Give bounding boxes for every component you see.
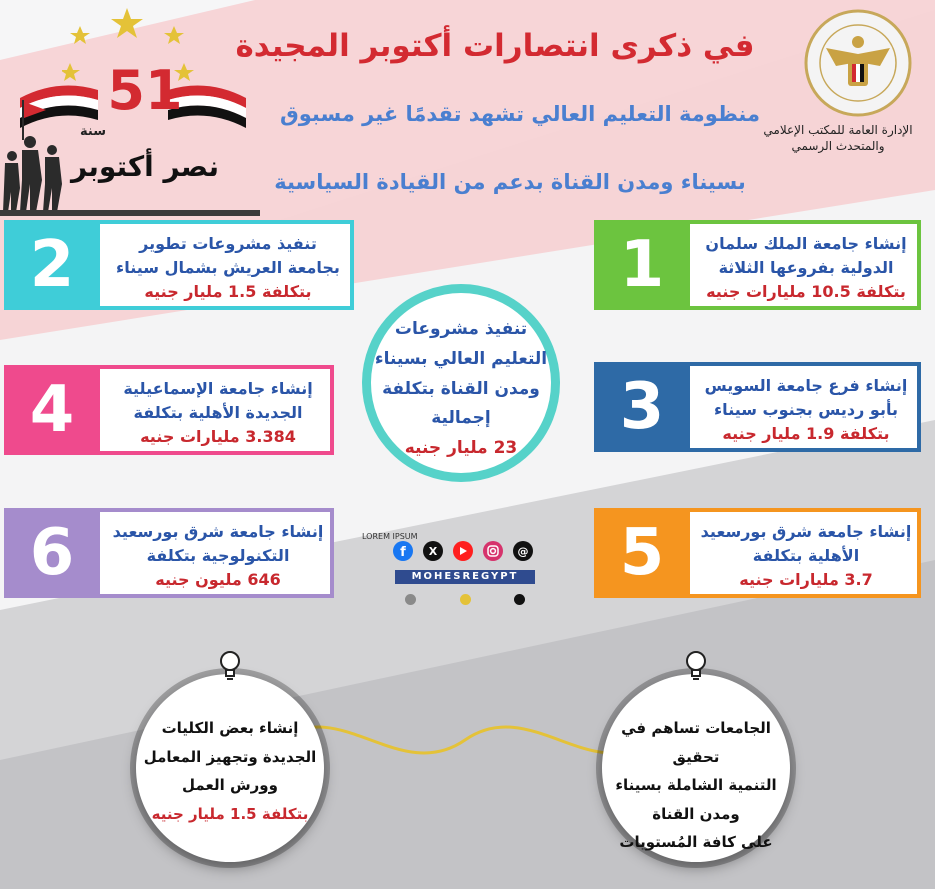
lightbulb-icon (217, 650, 243, 680)
lightbulb-icon (683, 650, 709, 680)
social-icons (392, 540, 542, 562)
department-line-2: والمتحدث الرسمي (791, 139, 885, 154)
project-text-5 (696, 520, 916, 592)
project-number-5: 5 (594, 508, 690, 598)
development-line-2: التنمية الشاملة بسيناء (615, 776, 777, 794)
project-4-line-2: الجديدة الأهلية بتكلفة (133, 403, 303, 422)
connector-wave (280, 700, 650, 780)
project-card-2 (4, 220, 354, 310)
decor-dot-black (514, 594, 525, 605)
svg-text:X: X (428, 545, 438, 558)
project-3-cost: بتكلفة 1.9 مليار جنيه (722, 424, 890, 443)
project-number-6: 6 (4, 508, 100, 598)
project-text-1 (696, 232, 916, 304)
development-line-3: ومدن القناة (652, 804, 740, 823)
decor-dot-gold (460, 594, 471, 605)
project-5-line-1: إنشاء جامعة شرق بورسعيد (700, 522, 912, 541)
page-title: في ذكرى انتصارات أكتوبر المجيدة (235, 28, 755, 64)
project-3-line-1: إنشاء فرع جامعة السويس (704, 376, 908, 395)
development-line-1: الجامعات تساهم في تحقيق (621, 719, 771, 766)
faculties-cost: بتكلفة 1.5 مليار جنيه (151, 804, 309, 823)
total-text-line-1: تنفيذ مشروعات (394, 319, 528, 339)
project-number-1: 1 (594, 220, 690, 310)
total-text-line-3: ومدن القناة بتكلفة (382, 378, 540, 399)
project-1-line-1: إنشاء جامعة الملك سلمان (705, 234, 907, 253)
project-3-line-2: بأبو رديس بجنوب سيناء (714, 400, 898, 419)
project-text-2 (104, 232, 352, 304)
x-icon[interactable] (423, 541, 443, 561)
project-card-6 (4, 508, 334, 598)
decor-dot-gray (405, 594, 416, 605)
development-line-4: على كافة المُستويات (619, 833, 773, 851)
project-number-2: 2 (4, 220, 100, 310)
project-2-line-2: بجامعة العريش بشمال سيناء (116, 258, 340, 277)
page-subtitle-line-2: بسيناء ومدن القناة بدعم من القيادة السياسية (274, 170, 746, 194)
anniversary-title: نصر أكتوبر (70, 150, 220, 183)
project-2-line-1: تنفيذ مشروعات تطوير (139, 234, 317, 253)
svg-text:@: @ (517, 545, 529, 558)
ground-line (0, 210, 260, 216)
facebook-icon[interactable] (393, 541, 413, 561)
social-handle[interactable]: MOHESREGYPT (395, 570, 535, 584)
total-cost-value: 23 مليار جنيه (404, 438, 518, 458)
project-text-6 (104, 520, 332, 592)
project-6-line-1: إنشاء جامعة شرق بورسعيد (112, 522, 324, 541)
page-subtitle-line-1: منظومة التعليم العالي تشهد تقدمًا غير مسبوق (279, 102, 760, 126)
instagram-icon[interactable] (483, 541, 503, 561)
project-card-1 (594, 220, 921, 310)
department-line-1: الإدارة العامة للمكتب الإعلامي (763, 123, 913, 137)
project-6-line-2: التكنولوجية بتكلفة (146, 546, 290, 565)
project-2-cost: بتكلفة 1.5 مليار جنيه (144, 282, 312, 301)
faculties-line-1: إنشاء بعض الكليات (161, 719, 299, 737)
total-cost-circle (362, 284, 560, 482)
project-6-cost: 646 مليون جنيه (155, 570, 281, 589)
info-bubble-development (602, 674, 790, 862)
anniversary-years-label: سنة (80, 124, 106, 139)
project-1-line-2: الدولية بفروعها الثلاثة (718, 258, 894, 277)
social-caption: LOREM IPSUM (362, 532, 418, 541)
faculties-line-2: الجديدة وتجهيز المعامل (143, 747, 317, 766)
project-5-cost: 3.7 مليارات جنيه (739, 570, 873, 589)
department-name (758, 122, 918, 154)
threads-icon[interactable] (513, 541, 533, 561)
project-number-4: 4 (4, 365, 100, 455)
project-text-3 (696, 374, 916, 446)
total-text-line-2: التعليم العالي بسيناء (374, 348, 548, 369)
faculties-line-3: وورش العمل (182, 776, 278, 794)
anniversary-number: 51 (107, 59, 183, 122)
project-card-3 (594, 362, 921, 452)
project-card-4 (4, 365, 334, 455)
svg-text:f: f (400, 545, 406, 560)
project-card-5 (594, 508, 921, 598)
project-1-cost: بتكلفة 10.5 مليارات جنيه (706, 282, 906, 301)
project-4-line-1: إنشاء جامعة الإسماعيلية (123, 379, 313, 398)
youtube-icon[interactable] (453, 541, 473, 561)
info-bubble-faculties (136, 674, 324, 862)
project-text-4 (104, 377, 332, 449)
project-5-line-2: الأهلية بتكلفة (752, 546, 860, 565)
project-4-cost: 3.384 مليارات جنيه (140, 427, 296, 446)
project-number-3: 3 (594, 362, 690, 452)
soldiers-silhouette-icon (0, 100, 80, 215)
ministry-logo (796, 8, 920, 118)
total-text-line-4: إجمالية (431, 408, 491, 429)
